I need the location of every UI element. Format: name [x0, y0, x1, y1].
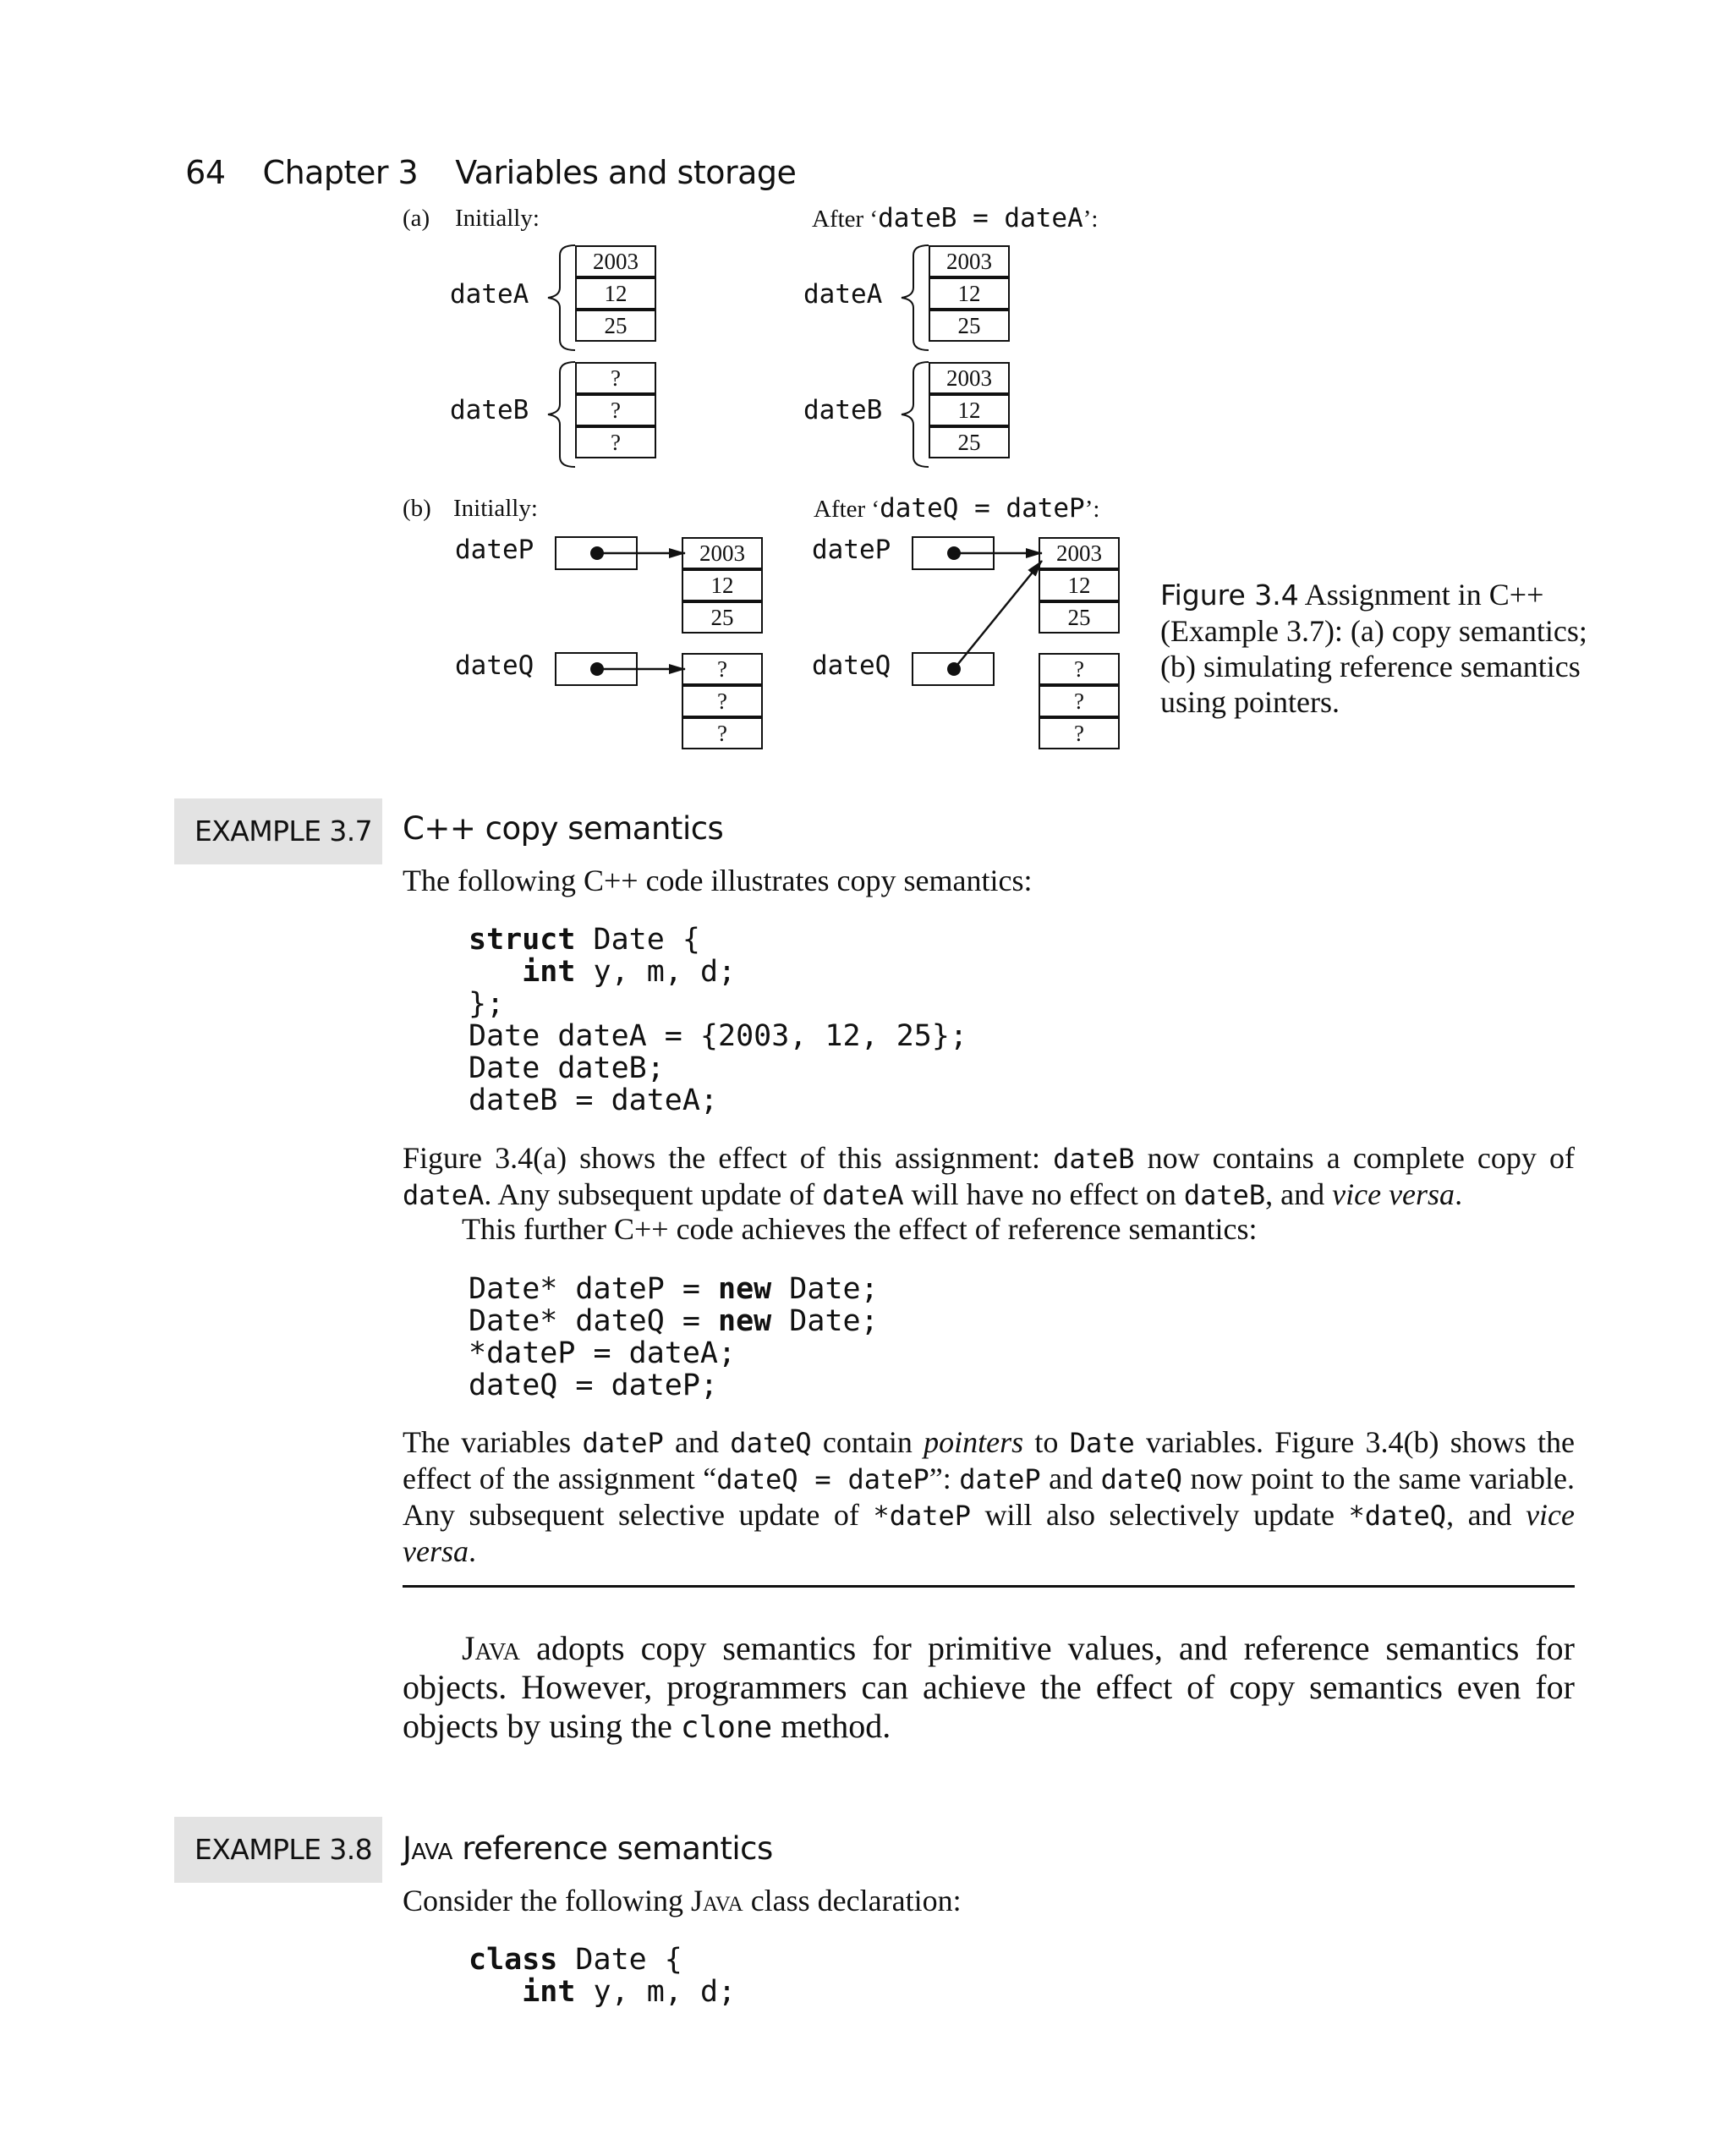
cell-b-initial-dateQ-m: ?: [682, 685, 763, 717]
var-dateA-initial: dateA: [450, 279, 529, 310]
cell-a-after-dateA-m: 12: [929, 277, 1010, 310]
code-block-java-class: [469, 1944, 736, 2008]
cell-b-after-dateQ-m: ?: [1039, 685, 1120, 717]
var-dateB-initial: dateB: [450, 395, 529, 425]
paragraph-reference-intro: This further C++ code achieves the effect of reference semantics:: [462, 1212, 1258, 1246]
cell-a-after-dateA-y: 2003: [929, 245, 1010, 277]
pointer-box-dateP-initial: [555, 536, 638, 570]
cell-a-after-dateB-y: 2003: [929, 362, 1010, 394]
code-line: dateQ = dateP;: [469, 1369, 719, 1402]
example-3-8-badge: EXAMPLE 3.8: [174, 1817, 382, 1883]
page-number: 64: [185, 154, 226, 191]
code-line: };: [469, 987, 505, 1021]
cell-a-initial-dateB-d: ?: [575, 426, 656, 458]
panel-b-after-label: After ‘dateQ = dateP’:: [814, 493, 1100, 524]
cell-b-after-dateP-m: 12: [1039, 569, 1120, 601]
var-dateQ-initial: dateQ: [455, 650, 534, 681]
section-title: Variables and storage: [455, 154, 797, 191]
cell-a-after-dateB-m: 12: [929, 394, 1010, 426]
paragraph-pointer-effect: The variables dateP and dateQ contain pointers to Date variables. Figure 3.4(b) shows the effect of the assignment “dateQ = dateP”: dateP and dateQ now point to the same variable. Any subsequent selective update of *dateP will also selectively update *dateQ, and vice versa.: [403, 1425, 1576, 1568]
brace-a-initial-dateA: [548, 245, 575, 350]
paragraph-copy-effect: Figure 3.4(a) shows the effect of this assignment: dateB now contains a complete copy of dateA. Any subsequent update of dateA will have no effect on dateB, and vice versa.: [403, 1141, 1575, 1211]
brace-a-after-dateA: [902, 245, 929, 350]
figure-caption-text: Assignment in C++ (Example 3.7): (a) copy semantics; (b) simulating reference semantics using pointers.: [1160, 578, 1587, 719]
code-line: Date dateA = {2003, 12, 25};: [469, 1019, 968, 1053]
code-line: Date dateB;: [469, 1051, 665, 1085]
cell-a-initial-dateB-y: ?: [575, 362, 656, 394]
code-line: struct Date {: [469, 923, 700, 957]
cell-b-initial-dateP-m: 12: [682, 569, 763, 601]
cell-b-after-dateQ-d: ?: [1039, 717, 1120, 749]
panel-b-label: (b): [403, 495, 431, 522]
cell-b-after-dateP-d: 25: [1039, 601, 1120, 634]
cell-b-initial-dateP-y: 2003: [682, 537, 763, 569]
brace-a-after-dateB: [902, 362, 929, 467]
example-end-rule: [403, 1585, 1575, 1588]
pointer-box-dateQ-initial: [555, 652, 638, 686]
cell-b-after-dateQ-y: ?: [1039, 653, 1120, 685]
panel-a-after-label: After ‘dateB = dateA’:: [812, 203, 1099, 233]
code-block-pointers: [469, 1273, 879, 1402]
code-line: int y, m, d;: [522, 955, 737, 989]
figure-caption-label: Figure 3.4: [1160, 579, 1299, 612]
code-line: Date* dateQ = new Date;: [469, 1304, 879, 1338]
code-line: *dateP = dateA;: [469, 1336, 737, 1370]
code-line: dateB = dateA;: [469, 1083, 719, 1117]
cell-a-initial-dateA-d: 25: [575, 310, 656, 342]
panel-a-label: (a): [403, 205, 430, 232]
code-block-struct: [469, 924, 967, 1116]
cell-a-after-dateB-d: 25: [929, 426, 1010, 458]
code-line: int y, m, d;: [522, 1975, 737, 2009]
var-dateP-initial: dateP: [455, 535, 534, 565]
example-3-7-intro: The following C++ code illustrates copy semantics:: [403, 864, 1033, 897]
figure-3-4: [0, 0, 1732, 812]
chapter-label: Chapter 3: [262, 154, 419, 191]
cell-a-initial-dateB-m: ?: [575, 394, 656, 426]
example-3-8-intro: Consider the following Java class declaration:: [403, 1884, 962, 1917]
pointer-box-dateP-after: [912, 536, 995, 570]
example-3-7-badge: EXAMPLE 3.7: [174, 798, 382, 864]
pointer-box-dateQ-after: [912, 652, 995, 686]
cell-b-initial-dateP-d: 25: [682, 601, 763, 634]
figure-caption: [1160, 577, 1600, 720]
example-3-7-title: C++ copy semantics: [403, 810, 724, 847]
panel-a-initially-label: Initially:: [455, 205, 540, 232]
var-dateB-after: dateB: [803, 395, 883, 425]
example-3-8-title: Java reference semantics: [403, 1830, 773, 1867]
paragraph-java-semantics: Java adopts copy semantics for primitive values, and reference semantics for objects. However, programmers can achieve the effect of copy semantics even for objects by using the clone method.: [403, 1629, 1575, 1745]
var-dateQ-after: dateQ: [812, 650, 891, 681]
panel-b-initially-label: Initially:: [453, 495, 538, 522]
brace-a-initial-dateB: [548, 362, 575, 467]
cell-a-initial-dateA-m: 12: [575, 277, 656, 310]
var-dateP-after: dateP: [812, 535, 891, 565]
var-dateA-after: dateA: [803, 279, 883, 310]
cell-b-initial-dateQ-y: ?: [682, 653, 763, 685]
cell-a-after-dateA-d: 25: [929, 310, 1010, 342]
cell-a-initial-dateA-y: 2003: [575, 245, 656, 277]
cell-b-after-dateP-y: 2003: [1039, 537, 1120, 569]
code-line: class Date {: [469, 1943, 682, 1977]
cell-b-initial-dateQ-d: ?: [682, 717, 763, 749]
code-line: Date* dateP = new Date;: [469, 1272, 879, 1306]
